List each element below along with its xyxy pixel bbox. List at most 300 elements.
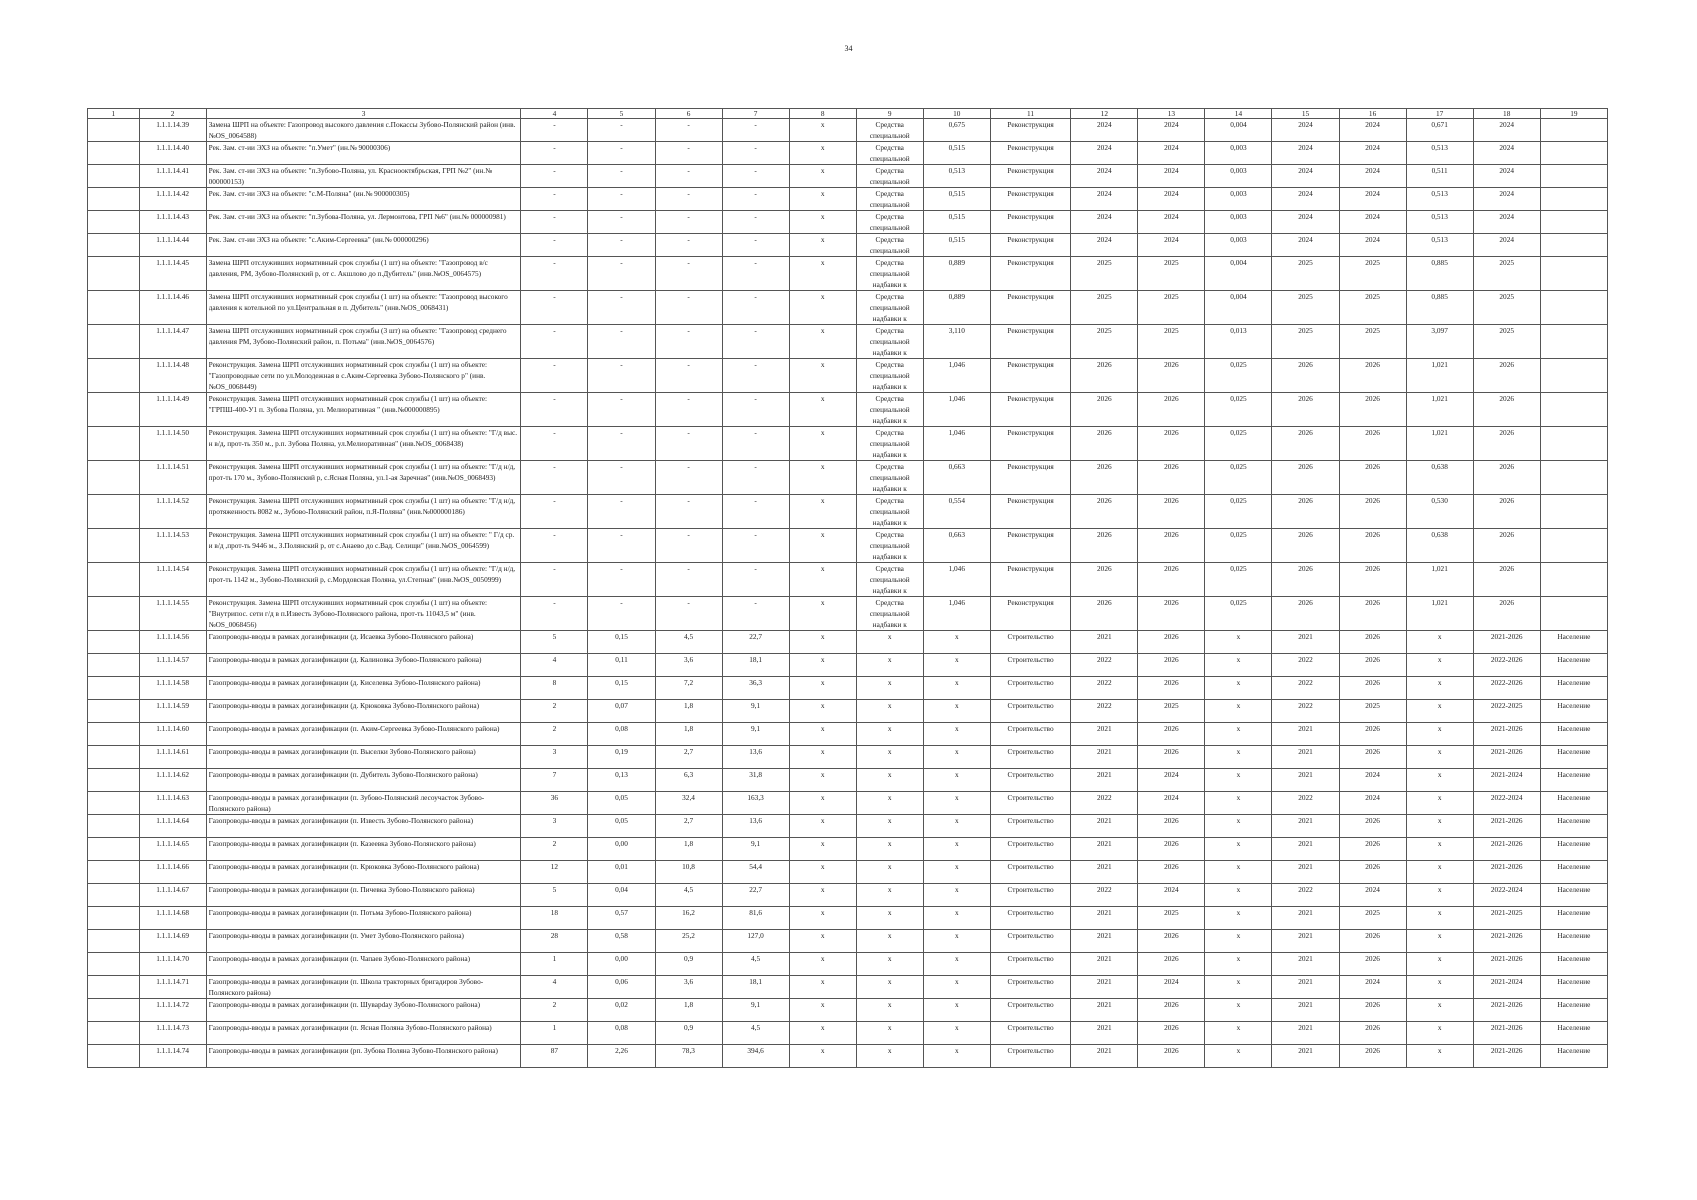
column-number-10: 10 [923, 109, 990, 119]
cell-c4: 2 [521, 723, 588, 746]
table-row [88, 976, 1608, 999]
table-row [88, 654, 1608, 677]
cell-code: 1.1.1.14.66 [139, 861, 206, 884]
cell-c8: х [789, 119, 856, 142]
cell-c17: 1,021 [1406, 359, 1473, 393]
financing-text: Средства специальной [869, 235, 910, 255]
description-text: Рек. Зам. ст-ии ЭХЗ на объекте: "п.Зубова-Поляна, ул. Лермонтова, ГРП №6" (ин.№ 000000981) [208, 212, 506, 221]
description-text: Реконструкция. Замена ШРП отслуживших нормативный срок службы (1 шт) на объекте: "Газопроводные сети по ул.Молодежная в с.Аким-Сергеевка Зубово-Полянского р" (инв.№OS_0068449) [208, 360, 488, 391]
description-text: Газопроводы-вводы в рамках догазификации (д. Крюковка Зубово-Полянского района) [208, 701, 480, 710]
cell-beneficiary: Население [1540, 953, 1607, 976]
cell-c7: 4,5 [722, 953, 789, 976]
cell-code: 1.1.1.14.73 [139, 1022, 206, 1045]
cell-financing-source [856, 188, 923, 211]
cell-start-year: 2026 [1071, 427, 1138, 461]
cell-c15: 2025 [1272, 291, 1339, 325]
column-number-4: 4 [521, 109, 588, 119]
cell-num [88, 1045, 140, 1068]
cell-cost: х [923, 746, 990, 769]
description-text: Реконструкция. Замена ШРП отслуживших нормативный срок службы (1 шт) на объекте: "Внутрипос. сети г/д в п.Известь Зубово-Полянского района, прот-ть 11043,5 м" (инв.№OS_0068456) [208, 598, 488, 629]
cell-description [206, 119, 521, 142]
cell-c8: х [789, 953, 856, 976]
cell-code: 1.1.1.14.49 [139, 393, 206, 427]
cell-code: 1.1.1.14.70 [139, 953, 206, 976]
cell-c5: - [588, 393, 655, 427]
cell-beneficiary: Население [1540, 907, 1607, 930]
cell-work-type: Строительство [990, 999, 1070, 1022]
column-number-9: 9 [856, 109, 923, 119]
cell-c16: 2024 [1339, 769, 1406, 792]
cell-period: 2021-2026 [1473, 1045, 1540, 1068]
column-number-18: 18 [1473, 109, 1540, 119]
cell-financing-source [856, 393, 923, 427]
cell-end-year: 2024 [1138, 976, 1205, 999]
cell-c8: х [789, 677, 856, 700]
cell-start-year: 2026 [1071, 529, 1138, 563]
cell-beneficiary [1540, 119, 1607, 142]
cell-c17: 0,638 [1406, 529, 1473, 563]
cell-c6: 25,2 [655, 930, 722, 953]
cell-c16: 2024 [1339, 234, 1406, 257]
cell-num [88, 563, 140, 597]
financing-text: Средства специальной [869, 189, 910, 209]
cell-beneficiary [1540, 234, 1607, 257]
cell-financing-source [856, 1045, 923, 1068]
financing-text: х [887, 862, 892, 871]
description-text: Газопроводы-вводы в рамках догазификации (д. Калиновка Зубово-Полянского района) [208, 655, 482, 664]
cell-end-year: 2025 [1138, 325, 1205, 359]
cell-c4: 12 [521, 861, 588, 884]
cell-cost: х [923, 654, 990, 677]
cell-start-year: 2021 [1071, 861, 1138, 884]
cell-cost: х [923, 1045, 990, 1068]
cell-cost: х [923, 792, 990, 815]
cell-num [88, 999, 140, 1022]
cell-c4: 8 [521, 677, 588, 700]
table-row [88, 165, 1608, 188]
cell-c8: х [789, 815, 856, 838]
cell-end-year: 2025 [1138, 907, 1205, 930]
column-number-2: 2 [139, 109, 206, 119]
cell-c15: 2022 [1272, 654, 1339, 677]
cell-num [88, 976, 140, 999]
cell-c4: 87 [521, 1045, 588, 1068]
cell-period: 2021-2024 [1473, 976, 1540, 999]
cell-code: 1.1.1.14.74 [139, 1045, 206, 1068]
cell-c7: 22,7 [722, 631, 789, 654]
cell-c5: 0,00 [588, 953, 655, 976]
cell-c7: 22,7 [722, 884, 789, 907]
cell-description [206, 393, 521, 427]
cell-financing-source [856, 257, 923, 291]
cell-code: 1.1.1.14.72 [139, 999, 206, 1022]
cell-c15: 2026 [1272, 563, 1339, 597]
cell-work-type: Реконструкция [990, 563, 1070, 597]
cell-c14: 0,025 [1205, 461, 1272, 495]
cell-c17: х [1406, 861, 1473, 884]
description-text: Реконструкция. Замена ШРП отслуживших нормативный срок службы (1 шт) на объекте: "Г/д н/д, протяженность 8082 м., Зубово-Полянский район, п.Я-Поляна" (инв.№000000186) [208, 496, 516, 516]
cell-c4: - [521, 495, 588, 529]
table-row [88, 999, 1608, 1022]
cell-financing-source [856, 976, 923, 999]
financing-text: х [887, 908, 892, 917]
cell-c6: 16,2 [655, 907, 722, 930]
cell-beneficiary [1540, 257, 1607, 291]
cell-c14: х [1205, 700, 1272, 723]
cell-num [88, 211, 140, 234]
cell-end-year: 2026 [1138, 1022, 1205, 1045]
cell-financing-source [856, 999, 923, 1022]
table-row [88, 723, 1608, 746]
cell-description [206, 792, 521, 815]
table-row [88, 211, 1608, 234]
cell-c14: 0,025 [1205, 359, 1272, 393]
cell-cost: 0,889 [923, 291, 990, 325]
cell-c14: х [1205, 1045, 1272, 1068]
cell-description [206, 976, 521, 999]
cell-c5: 0,15 [588, 677, 655, 700]
cell-c4: 5 [521, 884, 588, 907]
cell-c8: х [789, 999, 856, 1022]
cell-num [88, 677, 140, 700]
cell-end-year: 2026 [1138, 563, 1205, 597]
cell-work-type: Строительство [990, 1022, 1070, 1045]
column-number-16: 16 [1339, 109, 1406, 119]
cell-c8: х [789, 563, 856, 597]
cell-end-year: 2026 [1138, 953, 1205, 976]
cell-cost: 1,046 [923, 427, 990, 461]
cell-c6: - [655, 257, 722, 291]
cell-financing-source [856, 907, 923, 930]
cell-end-year: 2024 [1138, 769, 1205, 792]
cell-beneficiary: Население [1540, 976, 1607, 999]
cell-description [206, 211, 521, 234]
cell-c5: - [588, 427, 655, 461]
cell-period: 2026 [1473, 563, 1540, 597]
cell-c16: 2026 [1339, 930, 1406, 953]
cell-work-type: Реконструкция [990, 142, 1070, 165]
cell-period: 2022-2026 [1473, 677, 1540, 700]
cell-c8: х [789, 1022, 856, 1045]
cell-c5: - [588, 211, 655, 234]
cell-description [206, 257, 521, 291]
cell-description [206, 999, 521, 1022]
cell-work-type: Реконструкция [990, 495, 1070, 529]
cell-code: 1.1.1.14.39 [139, 119, 206, 142]
cell-beneficiary [1540, 291, 1607, 325]
cell-c15: 2024 [1272, 234, 1339, 257]
cell-c16: 2024 [1339, 142, 1406, 165]
cell-beneficiary: Население [1540, 677, 1607, 700]
cell-financing-source [856, 792, 923, 815]
column-number-12: 12 [1071, 109, 1138, 119]
description-text: Газопроводы-вводы в рамках догазификации (п. Школа тракторных бригадиров Зубово-Полянского района) [208, 977, 484, 997]
cell-num [88, 930, 140, 953]
cell-c15: 2021 [1272, 838, 1339, 861]
cell-c14: х [1205, 930, 1272, 953]
cell-c8: х [789, 165, 856, 188]
cell-beneficiary: Население [1540, 815, 1607, 838]
cell-financing-source [856, 165, 923, 188]
cell-c15: 2026 [1272, 461, 1339, 495]
cell-period: 2026 [1473, 427, 1540, 461]
cell-c6: 1,8 [655, 838, 722, 861]
cell-num [88, 291, 140, 325]
cell-description [206, 142, 521, 165]
financing-text: х [887, 793, 892, 802]
cell-c4: 18 [521, 907, 588, 930]
cell-end-year: 2024 [1138, 792, 1205, 815]
cell-end-year: 2026 [1138, 529, 1205, 563]
cell-start-year: 2024 [1071, 165, 1138, 188]
cell-beneficiary: Население [1540, 930, 1607, 953]
cell-c7: - [722, 257, 789, 291]
cell-period: 2021-2024 [1473, 769, 1540, 792]
cell-start-year: 2025 [1071, 325, 1138, 359]
table-row [88, 953, 1608, 976]
cell-start-year: 2022 [1071, 654, 1138, 677]
cell-beneficiary [1540, 211, 1607, 234]
table-row [88, 884, 1608, 907]
cell-beneficiary: Население [1540, 654, 1607, 677]
cell-c7: 9,1 [722, 999, 789, 1022]
cell-c6: - [655, 165, 722, 188]
financing-text: Средства специальной надбавки к [869, 564, 910, 595]
cell-end-year: 2026 [1138, 815, 1205, 838]
cell-c17: х [1406, 1022, 1473, 1045]
cell-c17: х [1406, 930, 1473, 953]
cell-num [88, 461, 140, 495]
cell-work-type: Реконструкция [990, 529, 1070, 563]
financing-text: х [887, 931, 892, 940]
cell-c17: 1,021 [1406, 563, 1473, 597]
cell-beneficiary [1540, 359, 1607, 393]
cell-period: 2021-2026 [1473, 746, 1540, 769]
cell-beneficiary [1540, 597, 1607, 631]
cell-c15: 2021 [1272, 976, 1339, 999]
financing-text: Средства специальной надбавки к [869, 394, 910, 425]
cell-cost: х [923, 976, 990, 999]
cell-c14: 0,025 [1205, 597, 1272, 631]
cell-c14: 0,003 [1205, 234, 1272, 257]
cell-period: 2026 [1473, 529, 1540, 563]
cell-c5: 0,13 [588, 769, 655, 792]
cell-code: 1.1.1.14.41 [139, 165, 206, 188]
cell-work-type: Строительство [990, 930, 1070, 953]
cell-c16: 2026 [1339, 815, 1406, 838]
cell-code: 1.1.1.14.57 [139, 654, 206, 677]
cell-beneficiary [1540, 325, 1607, 359]
cell-period: 2024 [1473, 234, 1540, 257]
description-text: Газопроводы-вводы в рамках догазификации (п. Ясная Поляна Зубово-Полянского района) [208, 1023, 492, 1032]
cell-c4: - [521, 211, 588, 234]
cell-code: 1.1.1.14.52 [139, 495, 206, 529]
cell-c17: х [1406, 884, 1473, 907]
cell-c15: 2024 [1272, 119, 1339, 142]
cell-c6: - [655, 461, 722, 495]
description-text: Газопроводы-вводы в рамках догазификации (п. Пичевка Зубово-Полянского района) [208, 885, 475, 894]
cell-code: 1.1.1.14.42 [139, 188, 206, 211]
cell-c15: 2024 [1272, 165, 1339, 188]
cell-period: 2021-2026 [1473, 930, 1540, 953]
cell-c14: х [1205, 999, 1272, 1022]
cell-code: 1.1.1.14.59 [139, 700, 206, 723]
cell-c16: 2024 [1339, 119, 1406, 142]
financing-text: х [887, 655, 892, 664]
cell-c17: х [1406, 769, 1473, 792]
cell-c5: 0,58 [588, 930, 655, 953]
description-text: Газопроводы-вводы в рамках догазификации (п. Зубово-Полянский лесоучасток Зубово-Полянского района) [208, 793, 485, 813]
cell-c4: - [521, 359, 588, 393]
cell-c16: 2025 [1339, 291, 1406, 325]
cell-c8: х [789, 597, 856, 631]
cell-start-year: 2021 [1071, 769, 1138, 792]
cell-c15: 2026 [1272, 495, 1339, 529]
cell-description [206, 907, 521, 930]
cell-c8: х [789, 495, 856, 529]
cell-c6: - [655, 211, 722, 234]
cell-start-year: 2026 [1071, 359, 1138, 393]
description-text: Газопроводы-вводы в рамках догазификации (д. Исаевка Зубово-Полянского района) [208, 632, 474, 641]
cell-c8: х [789, 211, 856, 234]
cell-c17: х [1406, 746, 1473, 769]
cell-c14: х [1205, 861, 1272, 884]
financing-text: Средства специальной [869, 212, 910, 232]
table-row [88, 1022, 1608, 1045]
description-text: Газопроводы-вводы в рамках догазификации (п. Чапаев Зубово-Полянского района) [208, 954, 471, 963]
cell-beneficiary: Население [1540, 769, 1607, 792]
description-text: Замена ШРП отслуживших нормативный срок службы (1 шт) на объекте: "Газопровод в/с давления, РМ, Зубово-Полянский р, от с. Акшлово до п.Дубитель" (инв.№OS_0064575) [208, 258, 488, 278]
column-number-8: 8 [789, 109, 856, 119]
cell-description [206, 1022, 521, 1045]
cell-c4: 3 [521, 815, 588, 838]
cell-c6: - [655, 529, 722, 563]
cell-code: 1.1.1.14.60 [139, 723, 206, 746]
cell-code: 1.1.1.14.51 [139, 461, 206, 495]
cell-work-type: Строительство [990, 700, 1070, 723]
cell-num [88, 861, 140, 884]
cell-c14: х [1205, 1022, 1272, 1045]
cell-work-type: Реконструкция [990, 291, 1070, 325]
cell-code: 1.1.1.14.56 [139, 631, 206, 654]
description-text: Газопроводы-вводы в рамках догазификации (п. Крюковка Зубово-Полянского района) [208, 862, 480, 871]
cell-beneficiary: Население [1540, 723, 1607, 746]
cell-c7: 31,8 [722, 769, 789, 792]
table-row [88, 393, 1608, 427]
column-number-6: 6 [655, 109, 722, 119]
financing-text: Средства специальной надбавки к [869, 326, 910, 357]
cell-financing-source [856, 861, 923, 884]
cell-start-year: 2026 [1071, 461, 1138, 495]
description-text: Реконструкция. Замена ШРП отслуживших нормативный срок службы (1 шт) на объекте: "Г/д н/д, прот-ть 170 м., Зубово-Полянский р, с.Ясная Поляна, ул.1-ая Заречная" (инв.№OS_0068493) [208, 462, 516, 482]
cell-num [88, 427, 140, 461]
cell-code: 1.1.1.14.61 [139, 746, 206, 769]
cell-work-type: Реконструкция [990, 427, 1070, 461]
cell-start-year: 2021 [1071, 1022, 1138, 1045]
cell-code: 1.1.1.14.63 [139, 792, 206, 815]
table-row [88, 427, 1608, 461]
cell-c8: х [789, 884, 856, 907]
cell-c14: х [1205, 769, 1272, 792]
cell-c16: 2025 [1339, 325, 1406, 359]
cell-work-type: Строительство [990, 838, 1070, 861]
cell-description [206, 631, 521, 654]
cell-c4: - [521, 393, 588, 427]
cell-end-year: 2026 [1138, 930, 1205, 953]
cell-work-type: Реконструкция [990, 359, 1070, 393]
cell-work-type: Реконструкция [990, 257, 1070, 291]
cell-c17: 0,671 [1406, 119, 1473, 142]
cell-c4: 3 [521, 746, 588, 769]
cell-c14: х [1205, 723, 1272, 746]
cell-c4: 1 [521, 953, 588, 976]
cell-work-type: Строительство [990, 976, 1070, 999]
cell-c7: - [722, 188, 789, 211]
cell-end-year: 2024 [1138, 211, 1205, 234]
cell-cost: х [923, 815, 990, 838]
column-number-13: 13 [1138, 109, 1205, 119]
cell-start-year: 2021 [1071, 723, 1138, 746]
financing-text: Средства специальной надбавки к [869, 428, 910, 459]
cell-work-type: Строительство [990, 677, 1070, 700]
cell-num [88, 119, 140, 142]
cell-description [206, 165, 521, 188]
cell-c6: - [655, 495, 722, 529]
cell-c4: 1 [521, 1022, 588, 1045]
cell-c16: 2026 [1339, 677, 1406, 700]
cell-c14: х [1205, 677, 1272, 700]
cell-c16: 2026 [1339, 861, 1406, 884]
cell-c16: 2026 [1339, 563, 1406, 597]
cell-c15: 2021 [1272, 861, 1339, 884]
cell-c6: 4,5 [655, 631, 722, 654]
cell-c8: х [789, 257, 856, 291]
cell-start-year: 2021 [1071, 999, 1138, 1022]
cell-start-year: 2021 [1071, 953, 1138, 976]
column-number-15: 15 [1272, 109, 1339, 119]
cell-description [206, 325, 521, 359]
cell-description [206, 700, 521, 723]
cell-end-year: 2026 [1138, 746, 1205, 769]
cell-end-year: 2026 [1138, 999, 1205, 1022]
cell-c8: х [789, 142, 856, 165]
cell-c16: 2026 [1339, 1022, 1406, 1045]
cell-code: 1.1.1.14.68 [139, 907, 206, 930]
cell-c15: 2021 [1272, 723, 1339, 746]
cell-num [88, 884, 140, 907]
cell-c8: х [789, 234, 856, 257]
cell-c4: - [521, 597, 588, 631]
cell-num [88, 654, 140, 677]
cell-description [206, 677, 521, 700]
cell-description [206, 838, 521, 861]
table-row [88, 838, 1608, 861]
cell-work-type: Реконструкция [990, 325, 1070, 359]
cell-beneficiary: Население [1540, 792, 1607, 815]
cell-c14: 0,013 [1205, 325, 1272, 359]
description-text: Реконструкция. Замена ШРП отслуживших нормативный срок службы (1 шт) на объекте: "Г/д выс. н в/д, прот-ть 350 м., р.п. Зубова Поляна, ул.Мелиоративная" (инв.№OS_0068438) [208, 428, 518, 448]
cell-num [88, 815, 140, 838]
financing-text: х [887, 1000, 892, 1009]
cell-c15: 2021 [1272, 1045, 1339, 1068]
cell-num [88, 631, 140, 654]
financing-text: Средства специальной надбавки к [869, 258, 910, 289]
cell-period: 2021-2026 [1473, 723, 1540, 746]
cell-end-year: 2026 [1138, 393, 1205, 427]
cell-cost: 0,515 [923, 211, 990, 234]
cell-c16: 2026 [1339, 461, 1406, 495]
cell-description [206, 861, 521, 884]
